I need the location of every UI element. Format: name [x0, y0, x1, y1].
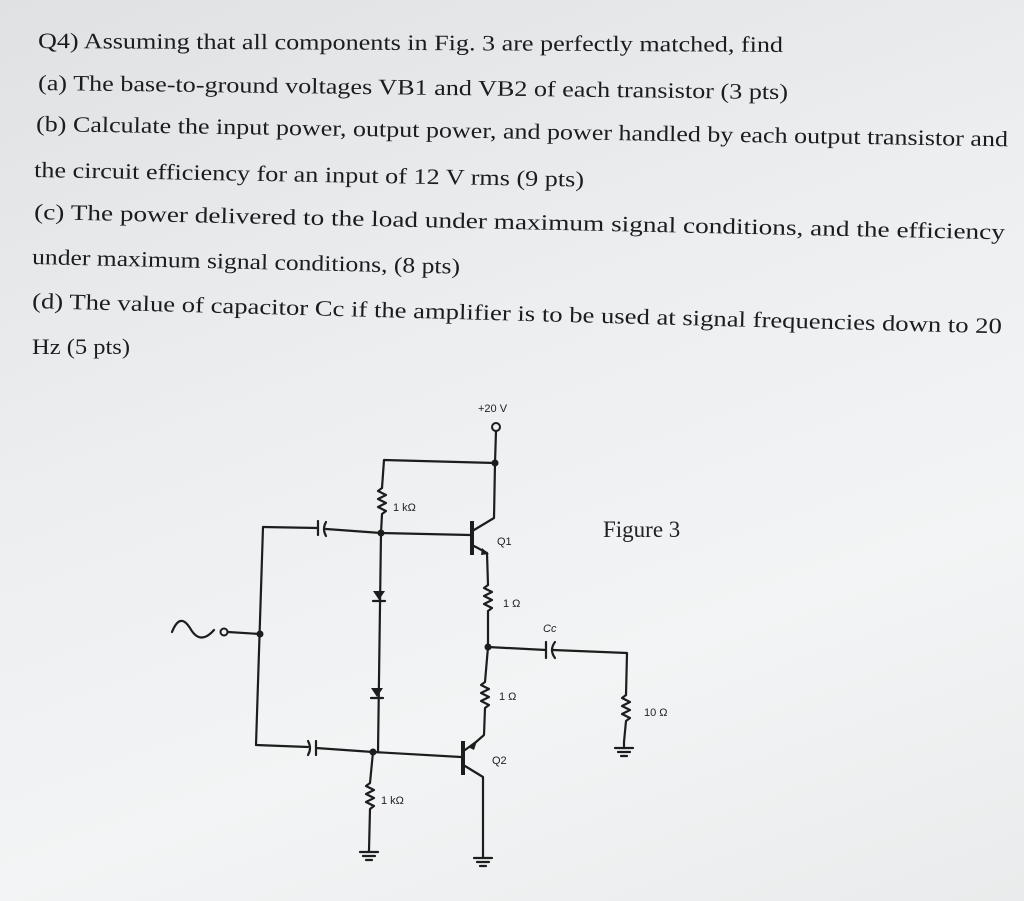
supply-label: +20 V [478, 403, 508, 415]
resistor-re2 [476, 647, 489, 742]
figure-caption: Figure 3 [603, 517, 681, 542]
ground-r-bottom-icon [360, 850, 378, 860]
transistor-q1 [470, 463, 495, 585]
source-terminal [221, 629, 228, 636]
r-top-label: 1 kΩ [393, 502, 416, 514]
transistor-q2 [461, 741, 483, 850]
q1-label: Q1 [497, 536, 512, 548]
question-line-1: Q4) Assuming that all components in Fig. 3 are perfectly matched, find [37, 28, 666, 57]
question-line-d-cont: Hz (5 pts) [32, 334, 130, 359]
question-text [32, 28, 1008, 359]
cc-label: Cc [543, 623, 557, 635]
diode-1 [373, 591, 385, 601]
ac-source-icon [172, 621, 214, 638]
r-bottom-label: 1 kΩ [381, 795, 404, 807]
question-line-b-cont: the circuit efficiency for an input of 12 V rms (9 pts) [33, 157, 497, 191]
diode-2 [371, 688, 383, 698]
re2-label: 1 Ω [499, 691, 517, 703]
ground-load-icon [615, 742, 633, 756]
circuit-diagram [172, 403, 680, 866]
resistor-1k-bottom [366, 752, 374, 850]
resistor-load [622, 695, 630, 742]
re1-label: 1 Ω [503, 598, 521, 610]
question-line-c-cont: under maximum signal conditions, (8 pts) [31, 244, 401, 278]
resistor-re1 [484, 585, 492, 647]
question-line-d: (d) The value of capacitor Cc if the amplifier is to be used at signal frequencies down to 20 [31, 288, 834, 334]
ground-q2-icon [474, 850, 492, 866]
capacitor-top [318, 521, 326, 536]
q2-label: Q2 [492, 755, 507, 767]
supply-terminal [492, 423, 500, 431]
question-line-b: (b) Calculate the input power, output power, and power handled by each output transistor and [35, 111, 859, 149]
resistor-1k-top [378, 488, 386, 533]
question-line-a: (a) The base-to-ground voltages VB1 and VB2 of each transistor (3 pts) [37, 70, 670, 103]
question-line-c: (c) The power delivered to the load under maximum signal conditions, and the efficiency [33, 199, 818, 241]
rl-label: 10 Ω [644, 707, 668, 719]
capacitor-bottom [308, 741, 316, 755]
